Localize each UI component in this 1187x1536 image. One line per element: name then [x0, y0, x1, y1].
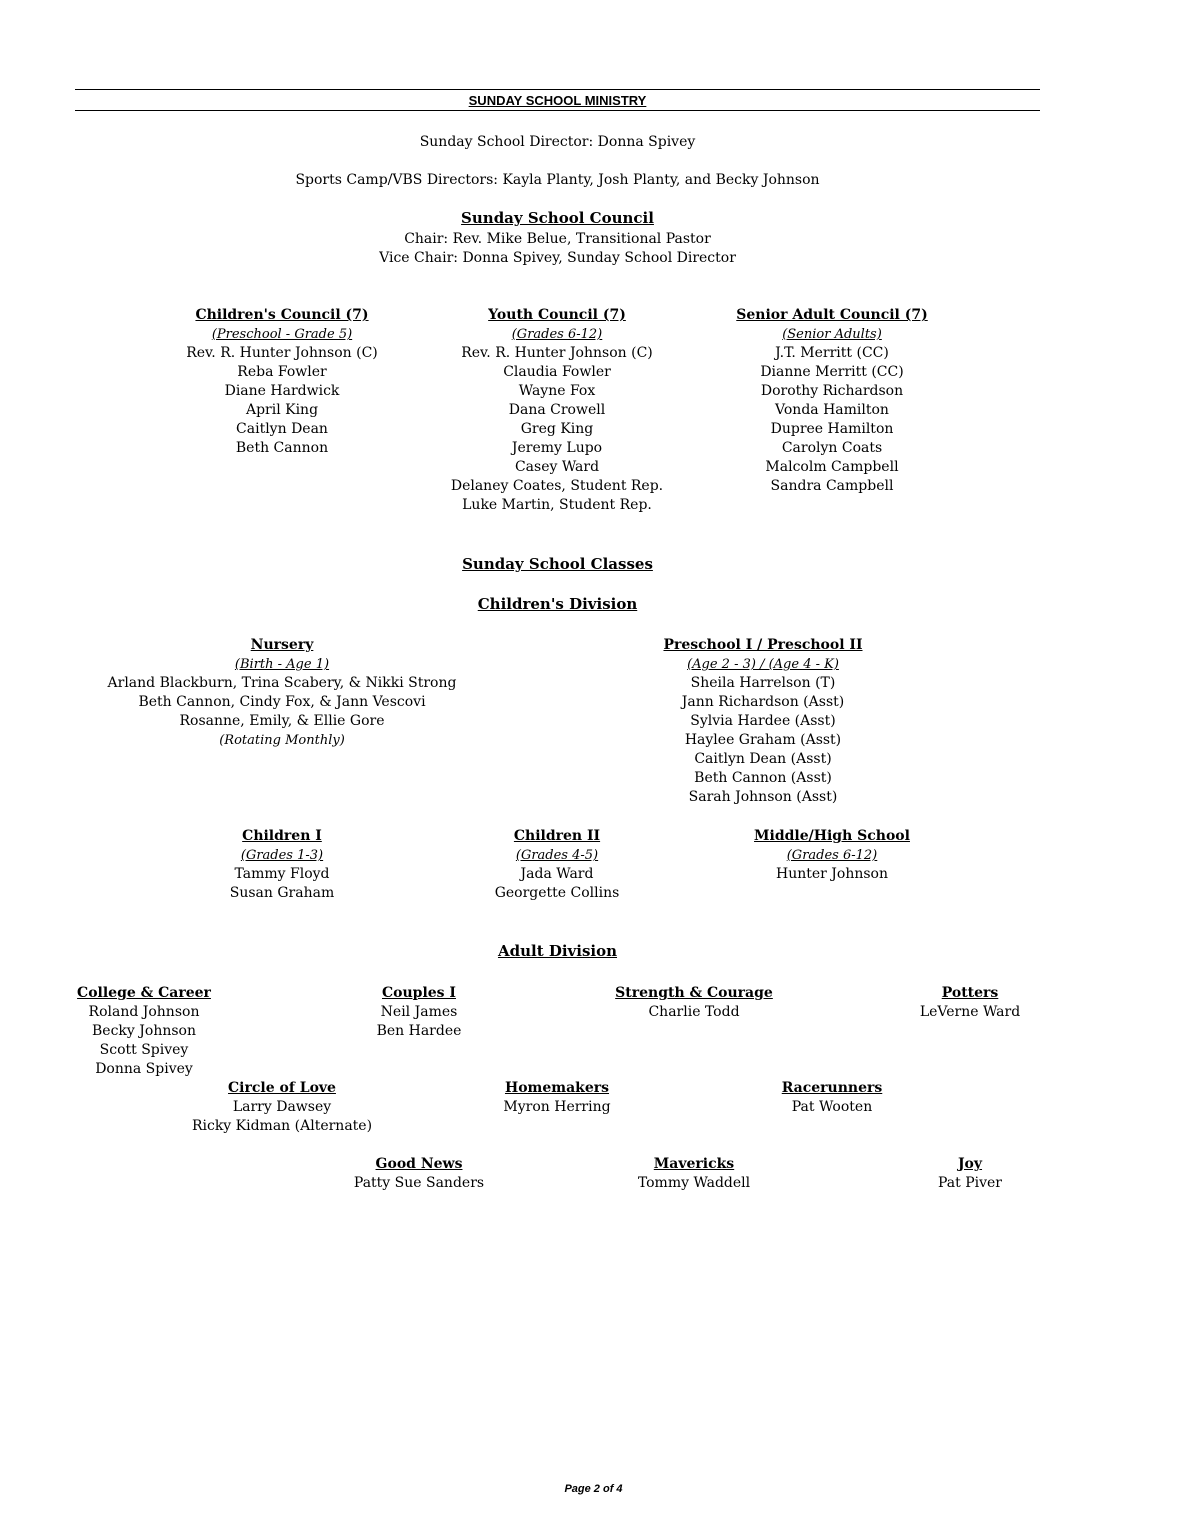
group-subtitle: (Grades 6-12) [786, 848, 878, 863]
group-subtitle: (Birth - Age 1) [234, 657, 330, 672]
member-name: Reba Fowler [237, 364, 327, 380]
member-name: Charlie Todd [648, 1004, 740, 1020]
group-title: Racerunners [781, 1080, 883, 1096]
children-i-class [132, 827, 432, 903]
member-name: Dianne Merritt (CC) [760, 364, 904, 380]
group-title: Nursery [250, 637, 314, 653]
member-name: Sylvia Hardee (Asst) [690, 713, 836, 729]
group-title: Children II [513, 828, 601, 844]
potters-class [850, 984, 1090, 1022]
group-subtitle: (Preschool - Grade 5) [211, 327, 353, 342]
group-title: Strength & Courage [615, 985, 773, 1001]
member-name: Claudia Fowler [503, 364, 611, 380]
group-title: Senior Adult Council (7) [736, 307, 928, 323]
group-title: Children I [242, 828, 322, 844]
vbs-directors-line: Sports Camp/VBS Directors: Kayla Planty, Josh Planty, and Becky Johnson [295, 172, 820, 188]
couples-i-class [299, 984, 539, 1041]
member-name: Caitlyn Dean [236, 421, 328, 437]
group-subtitle: (Grades 4-5) [515, 848, 599, 863]
member-name: Donna Spivey [95, 1061, 193, 1077]
classes-heading: Sunday School Classes [462, 555, 653, 573]
member-name: Scott Spivey [99, 1042, 189, 1058]
group-subtitle: (Senior Adults) [782, 327, 882, 342]
group-title: Good News [375, 1156, 463, 1172]
member-name: Rev. R. Hunter Johnson (C) [186, 345, 378, 361]
member-name: Ricky Kidman (Alternate) [191, 1118, 373, 1134]
page-number: Page 2 of 4 [564, 1483, 623, 1495]
racerunners-class [682, 1079, 982, 1117]
member-name: Greg King [520, 421, 594, 437]
joy-class [850, 1155, 1090, 1193]
group-title: College & Career [77, 985, 211, 1001]
member-name: Neil James [380, 1004, 458, 1020]
group-title: Children's Council (7) [195, 307, 369, 323]
nursery-class [82, 636, 482, 750]
senior-adult-council [682, 306, 982, 496]
council-vice-chair: Vice Chair: Donna Spivey, Sunday School Director [379, 250, 736, 266]
member-name: Jeremy Lupo [511, 440, 603, 456]
member-name: Vonda Hamilton [775, 402, 889, 418]
member-name: Beth Cannon (Asst) [694, 770, 832, 786]
member-name: Delaney Coates, Student Rep. [450, 478, 664, 494]
member-name: LeVerne Ward [919, 1004, 1021, 1020]
title-rule [75, 110, 1040, 111]
member-name: Haylee Graham (Asst) [684, 732, 842, 748]
group-title: Middle/High School [754, 828, 910, 844]
member-name: Diane Hardwick [224, 383, 340, 399]
member-name: Carolyn Coats [781, 440, 883, 456]
mavericks-class [574, 1155, 814, 1193]
member-name: Dana Crowell [508, 402, 606, 418]
member-name: Roland Johnson [88, 1004, 200, 1020]
childrens-council [132, 306, 432, 458]
member-name: Hunter Johnson [776, 866, 888, 882]
member-name: Caitlyn Dean (Asst) [694, 751, 832, 767]
member-name: Jann Richardson (Asst) [681, 694, 845, 710]
member-name: Sarah Johnson (Asst) [688, 789, 838, 805]
group-subtitle: (Age 2 - 3) / (Age 4 - K) [687, 657, 839, 672]
member-name: Jada Ward [520, 866, 594, 882]
group-note: (Rotating Monthly) [219, 733, 345, 748]
member-name: Beth Cannon, Cindy Fox, & Jann Vescovi [138, 694, 426, 710]
group-title: Couples I [382, 985, 456, 1001]
group-title: Preschool I / Preschool II [663, 637, 863, 653]
member-name: Luke Martin, Student Rep. [462, 497, 652, 513]
homemakers-class [407, 1079, 707, 1117]
member-name: Sandra Campbell [770, 478, 894, 494]
group-title: Potters [941, 985, 999, 1001]
member-name: Larry Dawsey [232, 1099, 332, 1115]
member-name: April King [245, 402, 319, 418]
member-name: Susan Graham [229, 885, 335, 901]
member-name: Pat Piver [938, 1175, 1002, 1191]
children-ii-class [407, 827, 707, 903]
council-chair: Chair: Rev. Mike Belue, Transitional Pastor [404, 231, 711, 247]
member-name: Casey Ward [514, 459, 600, 475]
childrens-division-heading: Children's Division [477, 595, 638, 613]
strength-courage-class [574, 984, 814, 1022]
good-news-class [299, 1155, 539, 1193]
member-name: J.T. Merritt (CC) [775, 345, 889, 361]
member-name: Dorothy Richardson [760, 383, 904, 399]
member-name: Tommy Waddell [637, 1175, 751, 1191]
middle-high-class [682, 827, 982, 884]
group-title: Mavericks [653, 1156, 735, 1172]
member-name: Pat Wooten [791, 1099, 873, 1115]
member-name: Georgette Collins [494, 885, 620, 901]
adult-division-heading: Adult Division [497, 942, 618, 960]
director-line: Sunday School Director: Donna Spivey [419, 134, 696, 150]
member-name: Becky Johnson [92, 1023, 196, 1039]
member-name: Beth Cannon [235, 440, 329, 456]
member-name: Arland Blackburn, Trina Scabery, & Nikki Strong [107, 675, 457, 691]
preschool-class [563, 636, 963, 807]
member-name: Patty Sue Sanders [353, 1175, 485, 1191]
top-rule [75, 89, 1040, 90]
group-title: Joy [957, 1156, 983, 1172]
member-name: Tammy Floyd [234, 866, 330, 882]
member-name: Malcolm Campbell [765, 459, 899, 475]
group-title: Youth Council (7) [488, 307, 626, 323]
youth-council [407, 306, 707, 515]
member-name: Wayne Fox [518, 383, 596, 399]
circle-of-love-class [132, 1079, 432, 1136]
member-name: Rosanne, Emily, & Ellie Gore [179, 713, 385, 729]
group-subtitle: (Grades 1-3) [240, 848, 324, 863]
member-name: Sheila Harrelson (T) [690, 675, 836, 691]
council-heading: Sunday School Council [461, 209, 654, 227]
page-title: SUNDAY SCHOOL MINISTRY [468, 93, 647, 108]
college-career-class [24, 984, 264, 1079]
group-title: Circle of Love [228, 1080, 336, 1096]
group-subtitle: (Grades 6-12) [511, 327, 603, 342]
member-name: Ben Hardee [376, 1023, 462, 1039]
member-name: Rev. R. Hunter Johnson (C) [461, 345, 653, 361]
member-name: Myron Herring [503, 1099, 611, 1115]
group-title: Homemakers [504, 1080, 610, 1096]
member-name: Dupree Hamilton [770, 421, 894, 437]
